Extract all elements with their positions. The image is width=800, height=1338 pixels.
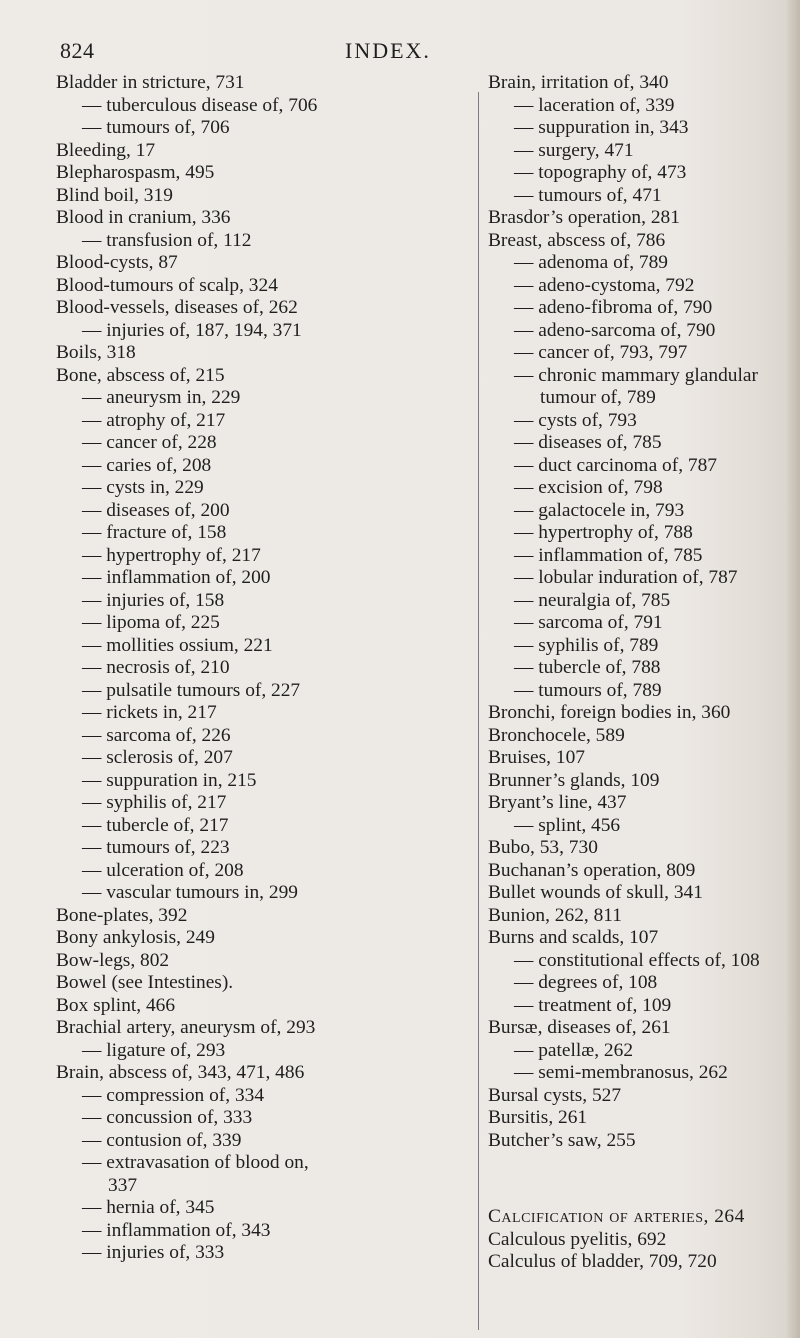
index-entry: Blind boil, 319 [56, 184, 173, 206]
section-gap [488, 1152, 788, 1206]
index-subentry: — adeno-sarcoma of, 790 [514, 319, 716, 341]
index-subentry: — aneurysm in, 229 [82, 387, 241, 408]
index-subentry: — hypertrophy of, 788 [514, 522, 693, 543]
index-subentry: — tumours of, 471 [514, 184, 662, 206]
index-subentry: — tumours of, 789 [514, 679, 662, 701]
index-subentry: — splint, 456 [514, 814, 621, 836]
index-entry: Calculous pyelitis, 692 [488, 1228, 667, 1250]
index-subentry: — syphilis of, 217 [82, 792, 227, 813]
index-subentry: — ulceration of, 208 [82, 859, 244, 881]
index-subentry: — ligature of, 293 [82, 1039, 226, 1061]
left-column [56, 72, 474, 1265]
index-subentry: — cancer of, 228 [82, 432, 217, 453]
index-subentry: — caries of, 208 [82, 454, 212, 476]
index-subentry: — galactocele in, 793 [514, 499, 685, 521]
index-subentry: — treatment of, 109 [514, 994, 672, 1016]
index-subentry: — suppuration in, 215 [82, 769, 257, 791]
index-subentry: — diseases of, 785 [514, 432, 662, 453]
index-subentry: — lipoma of, 225 [82, 612, 220, 633]
index-subentry: — mollities ossium, 221 [82, 634, 273, 656]
index-subentry: — rickets in, 217 [82, 702, 217, 723]
index-subentry: — chronic mammary glandular [514, 364, 758, 386]
index-subentry: — semi-membranosus, 262 [514, 1062, 728, 1083]
right-column [488, 72, 788, 1274]
index-subentry: — concussion of, 333 [82, 1107, 253, 1128]
index-subentry: — duct carcinoma of, 787 [514, 454, 717, 476]
index-subentry: — injuries of, 158 [82, 589, 225, 611]
index-entry: Blepharospasm, 495 [56, 162, 215, 183]
index-subentry: — tumours of, 223 [82, 837, 230, 858]
index-entry: Bony ankylosis, 249 [56, 927, 215, 948]
index-subentry: — tubercle of, 217 [82, 814, 229, 836]
index-subentry: — hypertrophy of, 217 [82, 544, 261, 566]
index-entry: Calcification of arteries, 264 [488, 1206, 745, 1227]
index-subentry: — tuberculous disease of, 706 [82, 94, 318, 116]
index-subentry: — patellæ, 262 [514, 1039, 634, 1061]
index-entry: Bone, abscess of, 215 [56, 364, 225, 386]
index-entry: Calculus of bladder, 709, 720 [488, 1251, 717, 1272]
index-subentry: — tubercle of, 788 [514, 657, 661, 678]
index-subentry: — diseases of, 200 [82, 499, 230, 521]
index-entry: Bursæ, diseases of, 261 [488, 1017, 671, 1038]
index-entry: Bryant’s line, 437 [488, 792, 627, 813]
index-entry: Bow-legs, 802 [56, 949, 170, 971]
index-entry: Brasdor’s operation, 281 [488, 207, 680, 228]
index-subentry: — cysts in, 229 [82, 477, 204, 498]
index-subentry: — excision of, 798 [514, 477, 663, 498]
index-continuation: tumour of, 789 [540, 387, 656, 408]
index-entry: Bronchocele, 589 [488, 724, 625, 746]
page-number: 824 [60, 38, 95, 63]
index-entry: Breast, abscess of, 786 [488, 229, 666, 251]
index-subentry: — injuries of, 187, 194, 371 [82, 319, 302, 341]
index-subentry: — syphilis of, 789 [514, 634, 659, 656]
index-subentry: — injuries of, 333 [82, 1242, 225, 1263]
index-entry: Bleeding, 17 [56, 139, 156, 161]
index-entry: Bullet wounds of skull, 341 [488, 882, 703, 903]
index-subentry: — suppuration in, 343 [514, 117, 689, 138]
index-subentry: — neuralgia of, 785 [514, 589, 671, 611]
index-subentry: — cysts of, 793 [514, 409, 637, 431]
index-subentry: — compression of, 334 [82, 1084, 265, 1106]
index-subentry: — adeno-cystoma, 792 [514, 274, 695, 296]
index-subentry: — laceration of, 339 [514, 94, 675, 116]
index-entry: Buchanan’s operation, 809 [488, 859, 696, 881]
page-edge-shadow [786, 0, 800, 1338]
index-subentry: — vascular tumours in, 299 [82, 882, 298, 903]
index-subentry: — surgery, 471 [514, 139, 634, 161]
column-divider [478, 92, 479, 1330]
index-entry: Bronchi, foreign bodies in, 360 [488, 702, 731, 723]
running-title: INDEX. [345, 38, 431, 63]
index-subentry: — adeno-fibroma of, 790 [514, 297, 713, 318]
index-entry: Burns and scalds, 107 [488, 927, 659, 948]
index-subentry: — pulsatile tumours of, 227 [82, 679, 301, 701]
index-subentry: — inflammation of, 200 [82, 567, 271, 588]
index-entry: Box splint, 466 [56, 994, 176, 1016]
index-subentry: — lobular induration of, 787 [514, 567, 738, 588]
index-entry: Blood-tumours of scalp, 324 [56, 274, 278, 296]
index-entry: Bone-plates, 392 [56, 904, 188, 926]
index-subentry: — necrosis of, 210 [82, 657, 230, 678]
index-entry: Bladder in stricture, 731 [56, 72, 245, 93]
index-entry: Bowel (see Intestines). [56, 972, 234, 993]
index-subentry: — cancer of, 793, 797 [514, 342, 688, 363]
index-entry: Brunner’s glands, 109 [488, 769, 660, 791]
index-entry: Bubo, 53, 730 [488, 837, 598, 858]
index-entry: Blood-cysts, 87 [56, 252, 178, 273]
index-entry: Brain, abscess of, 343, 471, 486 [56, 1062, 305, 1083]
index-entry: Bursal cysts, 527 [488, 1084, 622, 1106]
index-subentry: — sclerosis of, 207 [82, 747, 233, 768]
index-entry: Bursitis, 261 [488, 1107, 588, 1128]
index-subentry: — topography of, 473 [514, 162, 687, 183]
index-subentry: — contusion of, 339 [82, 1129, 242, 1151]
index-entry: Blood in cranium, 336 [56, 207, 231, 228]
page-header [0, 38, 800, 68]
index-subentry: — transfusion of, 112 [82, 229, 252, 251]
index-entry: Brain, irritation of, 340 [488, 72, 669, 93]
index-subentry: — constitutional effects of, 108 [514, 949, 760, 971]
index-subentry: — adenoma of, 789 [514, 252, 669, 273]
index-entry: Bruises, 107 [488, 747, 585, 768]
index-entry: Brachial artery, aneurysm of, 293 [56, 1017, 316, 1038]
index-subentry: — extravasation of blood on, [82, 1152, 309, 1173]
index-subentry: — tumours of, 706 [82, 117, 230, 138]
index-subentry: — inflammation of, 785 [514, 544, 703, 566]
index-entry: Bunion, 262, 811 [488, 904, 622, 926]
index-entry: Blood-vessels, diseases of, 262 [56, 297, 298, 318]
index-subentry: — hernia of, 345 [82, 1197, 215, 1218]
index-entry: Boils, 318 [56, 342, 136, 363]
index-subentry: — fracture of, 158 [82, 522, 227, 543]
index-subentry: — sarcoma of, 226 [82, 724, 231, 746]
index-subentry: — atrophy of, 217 [82, 409, 226, 431]
index-entry: Butcher’s saw, 255 [488, 1129, 636, 1151]
index-continuation: 337 [108, 1174, 138, 1196]
index-subentry: — inflammation of, 343 [82, 1219, 271, 1241]
index-subentry: — degrees of, 108 [514, 972, 658, 993]
index-subentry: — sarcoma of, 791 [514, 612, 663, 633]
